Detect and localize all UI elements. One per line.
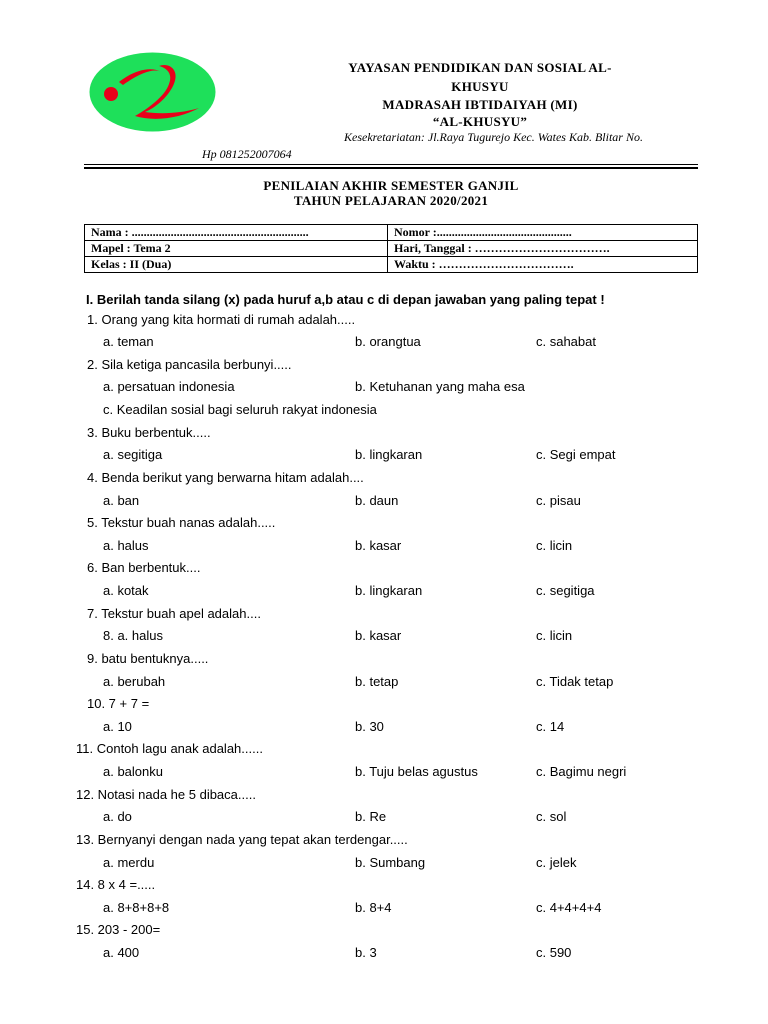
option-4c[interactable]: c. pisau [536,493,581,508]
option-12b[interactable]: b. Re [355,809,387,824]
option-12c[interactable]: c. sol [536,809,567,824]
header-divider-thick [84,167,698,169]
option-3b[interactable]: b. lingkaran [355,447,423,462]
option-11c[interactable]: c. Bagimu negri [536,764,627,779]
logo-dot [104,87,118,101]
question-14: 14. 8 x 4 =..... [76,877,156,892]
question-6: 6. Ban berbentuk.... [87,560,201,575]
exam-title: PENILAIAN AKHIR SEMESTER GANJIL [263,178,519,193]
option-11a[interactable]: a. balonku [103,764,163,779]
option-2a[interactable]: a. persatuan indonesia [103,379,235,394]
option-9a[interactable]: a. berubah [103,674,166,689]
option-15b[interactable]: b. 3 [355,945,377,960]
option-3c[interactable]: c. Segi empat [536,447,616,462]
question-5: 5. Tekstur buah nanas adalah..... [87,515,276,530]
option-5a[interactable]: a. halus [103,538,149,553]
class-field: Kelas : II (Dua) [85,257,388,273]
school-address: Kesekretariatan: Jl.Raya Tugurejo Kec. Wates Kab. Blitar No. [344,130,643,144]
option-7b[interactable]: b. kasar [355,628,402,643]
option-2b[interactable]: b. Ketuhanan yang maha esa [355,379,525,394]
option-5b[interactable]: b. kasar [355,538,402,553]
option-14b[interactable]: b. 8+4 [355,900,392,915]
option-6a[interactable]: a. kotak [103,583,149,598]
option-14c[interactable]: c. 4+4+4+4 [536,900,602,915]
instruction-text: I. Berilah tanda silang (x) pada huruf a,b atau c di depan jawaban yang paling tepat ! [86,292,605,307]
exam-year: TAHUN PELAJARAN 2020/2021 [293,193,489,208]
option-15a[interactable]: a. 400 [103,945,140,960]
option-1b[interactable]: b. orangtua [355,334,421,349]
info-row-class [85,257,698,273]
option-6b[interactable]: b. lingkaran [355,583,423,598]
option-13a[interactable]: a. merdu [103,855,155,870]
school-logo [89,52,216,132]
option-5c[interactable]: c. licin [536,538,573,553]
school-short-name: “AL-KHUSYU” [432,114,528,129]
option-14a[interactable]: a. 8+8+8+8 [103,900,170,915]
option-7a[interactable]: 8. a. halus [103,628,163,643]
subject-field: Mapel : Tema 2 [85,241,388,257]
option-2c[interactable]: c. Keadilan sosial bagi seluruh rakyat indonesia [103,402,377,417]
question-2: 2. Sila ketiga pancasila berbunyi..... [87,357,292,372]
question-1: 1. Orang yang kita hormati di rumah adalah..... [87,312,356,327]
org-name-line2: KHUSYU [451,79,509,94]
question-3: 3. Buku berbentuk..... [87,425,211,440]
question-13: 13. Bernyanyi dengan nada yang tepat akan terdengar..... [76,832,408,847]
question-4: 4. Benda berikut yang berwarna hitam adalah.... [87,470,364,485]
option-12a[interactable]: a. do [103,809,132,824]
student-info-table [84,224,698,273]
info-row-subject [85,241,698,257]
info-row-name [85,225,698,241]
option-7c[interactable]: c. licin [536,628,573,643]
option-4a[interactable]: a. ban [103,493,140,508]
option-10a[interactable]: a. 10 [103,719,132,734]
question-10: 10. 7 + 7 = [87,696,150,711]
number-field[interactable]: Nomor :............................................. [388,225,698,241]
school-phone: Hp 081252007064 [202,147,292,161]
header-divider-thin [84,164,698,165]
time-field[interactable]: Waktu : ……………………………. [388,257,698,273]
option-15c[interactable]: c. 590 [536,945,572,960]
question-11: 11. Contoh lagu anak adalah...... [76,741,263,756]
option-11b[interactable]: b. Tuju belas agustus [355,764,478,779]
org-name-line1: YAYASAN PENDIDIKAN DAN SOSIAL AL- [348,60,612,75]
question-15: 15. 203 - 200= [76,922,161,937]
option-10c[interactable]: c. 14 [536,719,565,734]
question-12: 12. Notasi nada he 5 dibaca..... [76,787,256,802]
option-3a[interactable]: a. segitiga [103,447,163,462]
option-9c[interactable]: c. Tidak tetap [536,674,614,689]
option-13c[interactable]: c. jelek [536,855,577,870]
option-4b[interactable]: b. daun [355,493,399,508]
option-6c[interactable]: c. segitiga [536,583,595,598]
question-9: 9. batu bentuknya..... [87,651,209,666]
option-1a[interactable]: a. teman [103,334,154,349]
option-10b[interactable]: b. 30 [355,719,384,734]
name-field[interactable]: Nama : ........................................................... [85,225,388,241]
school-name: MADRASAH IBTIDAIYAH (MI) [382,97,578,112]
option-13b[interactable]: b. Sumbang [355,855,426,870]
option-9b[interactable]: b. tetap [355,674,399,689]
question-7: 7. Tekstur buah apel adalah.... [87,606,261,621]
option-1c[interactable]: c. sahabat [536,334,596,349]
date-field[interactable]: Hari, Tanggal : ……………………………. [388,241,698,257]
